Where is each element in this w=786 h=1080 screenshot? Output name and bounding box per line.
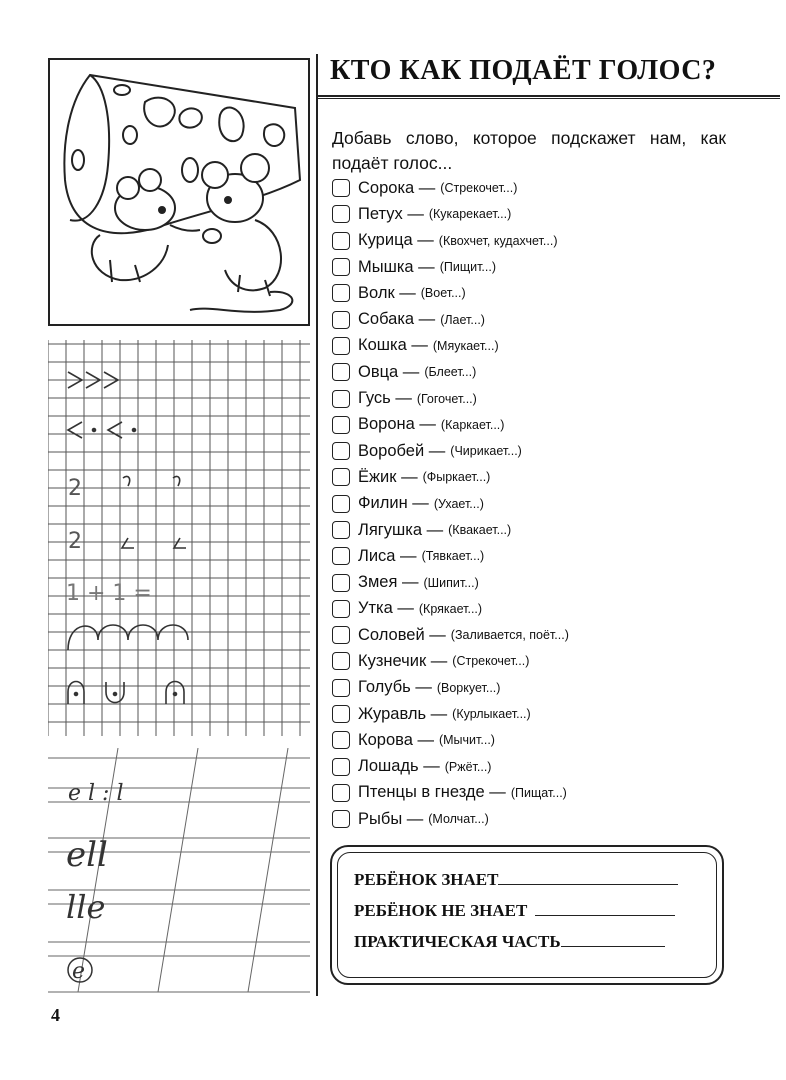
animal-name: Утка — — [358, 599, 414, 618]
animal-name: Мышка — — [358, 257, 435, 276]
list-item — [332, 280, 752, 306]
sound-hint: (Фыркает...) — [422, 470, 491, 485]
sound-hint: (Ухает...) — [433, 496, 484, 511]
checkbox[interactable] — [332, 363, 350, 381]
grid-digit-2: 2 — [68, 476, 82, 501]
column-divider — [316, 54, 318, 996]
checkbox[interactable] — [332, 416, 350, 434]
sound-hint: (Заливается, поёт...) — [450, 628, 569, 643]
grid-exercises — [48, 340, 310, 740]
list-item — [332, 701, 752, 727]
list-item — [332, 228, 752, 254]
practical-row — [354, 932, 665, 952]
animal-name: Голубь — — [358, 678, 432, 697]
animal-name: Гусь — — [358, 389, 412, 408]
list-item — [332, 675, 752, 701]
sound-hint: (Крякает...) — [418, 601, 483, 616]
animal-name: Воробей — — [358, 441, 446, 460]
checkbox[interactable] — [332, 626, 350, 644]
checkbox[interactable] — [332, 705, 350, 723]
list-item — [332, 438, 752, 464]
checkbox[interactable] — [332, 600, 350, 618]
sound-hint: (Каркает...) — [440, 417, 505, 432]
practical-label: ПРАКТИЧЕСКАЯ ЧАСТЬ — [354, 932, 561, 951]
checkbox[interactable] — [332, 337, 350, 355]
list-item — [332, 517, 752, 543]
practical-blank[interactable] — [561, 932, 665, 947]
animal-name: Сорока — — [358, 178, 436, 197]
list-item — [332, 569, 752, 595]
checkbox[interactable] — [332, 390, 350, 408]
knows-label: РЕБЁНОК ЗНАЕТ — [354, 870, 499, 889]
list-item — [332, 727, 752, 753]
animal-name: Волк — — [358, 283, 416, 302]
list-item — [332, 412, 752, 438]
checkbox[interactable] — [332, 521, 350, 539]
list-item — [332, 175, 752, 201]
animal-name: Лягушка — — [358, 520, 444, 539]
instruction-text: Добавь слово, которое подскажет нам, как подаёт голос... — [332, 128, 726, 173]
sound-hint: (Пищат...) — [510, 785, 567, 800]
sound-hint: (Стрекочет...) — [440, 181, 518, 196]
cursive-svg — [48, 748, 310, 996]
not-knows-label: РЕБЁНОК НЕ ЗНАЕТ — [354, 901, 528, 920]
cursive-row-3: lle — [66, 888, 106, 926]
animal-name: Филин — — [358, 494, 429, 513]
cursive-row-4: e — [72, 959, 86, 984]
animal-name: Журавль — — [358, 704, 448, 723]
list-item — [332, 543, 752, 569]
animal-name: Кузнечик — — [358, 651, 448, 670]
animal-name: Кошка — — [358, 336, 428, 355]
animal-name: Петух — — [358, 204, 424, 223]
sound-hint: (Лает...) — [440, 312, 485, 327]
not-knows-row — [354, 901, 675, 921]
sound-hint: (Кукарекает...) — [428, 207, 512, 222]
grid-svg — [48, 340, 310, 740]
list-item — [332, 648, 752, 674]
grid-expression: 1 + 1 = — [66, 581, 152, 606]
checkbox[interactable] — [332, 232, 350, 250]
list-item — [332, 806, 752, 832]
animal-name: Соловей — — [358, 625, 446, 644]
checkbox[interactable] — [332, 311, 350, 329]
list-item — [332, 754, 752, 780]
checkbox[interactable] — [332, 652, 350, 670]
checkbox[interactable] — [332, 547, 350, 565]
list-item — [332, 622, 752, 648]
not-knows-blank[interactable] — [535, 901, 675, 916]
sound-hint: (Квохчет, кудахчет...) — [438, 233, 558, 248]
animal-name: Ворона — — [358, 415, 436, 434]
sound-hint: (Тявкает...) — [421, 549, 485, 564]
list-item — [332, 780, 752, 806]
animal-name: Овца — — [358, 362, 420, 381]
list-item — [332, 201, 752, 227]
animal-name: Ёжик — — [358, 467, 418, 486]
sound-hint: (Курлыкает...) — [452, 707, 531, 722]
grid-digit-2b: 2 — [68, 529, 82, 554]
checkbox[interactable] — [332, 258, 350, 276]
checkbox[interactable] — [332, 179, 350, 197]
knows-row — [354, 870, 678, 890]
checkbox[interactable] — [332, 784, 350, 802]
sound-hint: (Квакает...) — [448, 523, 512, 537]
mice-cheese-drawing — [50, 60, 308, 324]
animal-name: Змея — — [358, 573, 419, 592]
checkbox[interactable] — [332, 495, 350, 513]
sound-hint: (Молчат...) — [428, 812, 489, 827]
list-item — [332, 254, 752, 280]
checkbox[interactable] — [332, 284, 350, 302]
title-rule — [318, 95, 780, 97]
checkbox[interactable] — [332, 679, 350, 697]
animal-name: Корова — — [358, 730, 434, 749]
list-item — [332, 385, 752, 411]
sound-hint: (Воркует...) — [436, 680, 501, 695]
knows-blank[interactable] — [498, 870, 678, 885]
sound-hint: (Пищит...) — [439, 260, 497, 275]
checkbox[interactable] — [332, 574, 350, 592]
checkbox[interactable] — [332, 468, 350, 486]
page-title: КТО КАК ПОДАЁТ ГОЛОС? — [330, 55, 717, 86]
animal-name: Птенцы в гнезде — — [358, 783, 506, 802]
animal-name: Лиса — — [358, 546, 417, 565]
checkbox[interactable] — [332, 442, 350, 460]
list-item — [332, 464, 752, 490]
title-rule-thin — [318, 98, 780, 99]
cursive-row-2: ell — [66, 835, 108, 875]
cursive-lines — [48, 748, 310, 996]
sound-hint: (Воет...) — [420, 286, 466, 301]
sound-hint: (Стрекочет...) — [452, 654, 530, 669]
checkbox[interactable] — [332, 731, 350, 749]
animal-name: Лошадь — — [358, 757, 440, 776]
checkbox[interactable] — [332, 810, 350, 828]
list-item — [332, 491, 752, 517]
sound-hint: (Блеет...) — [424, 365, 477, 380]
sound-hint: (Мычит...) — [438, 733, 495, 748]
checkbox[interactable] — [332, 758, 350, 776]
animal-name: Рыбы — — [358, 809, 424, 828]
sound-hint: (Ржёт...) — [444, 759, 492, 774]
list-item — [332, 333, 752, 359]
sound-hint: (Шипит...) — [423, 575, 479, 590]
animal-sounds-list — [332, 175, 752, 832]
checkbox[interactable] — [332, 205, 350, 223]
cursive-row-1: e l : l — [68, 781, 124, 806]
list-item — [332, 596, 752, 622]
animal-name: Курица — — [358, 231, 434, 250]
list-item — [332, 306, 752, 332]
sound-hint: (Мяукает...) — [432, 338, 499, 353]
page-number: 4 — [51, 1005, 60, 1025]
mice-cheese-illustration — [48, 58, 310, 326]
list-item — [332, 359, 752, 385]
animal-name: Собака — — [358, 310, 436, 329]
sound-hint: (Чирикает...) — [450, 444, 522, 459]
sound-hint: (Гогочет...) — [416, 391, 477, 406]
